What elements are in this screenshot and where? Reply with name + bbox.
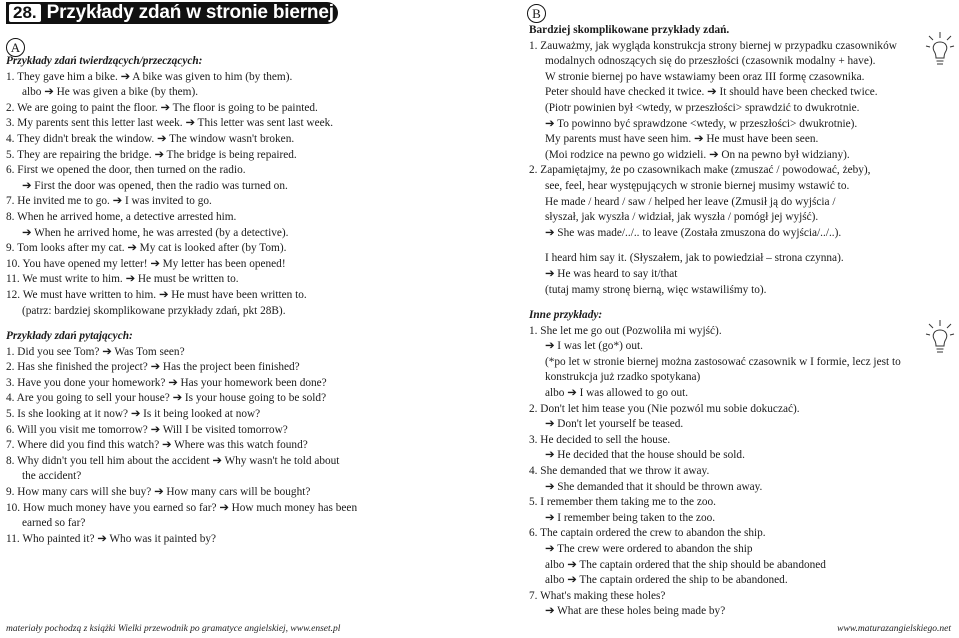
list-item: 10. How much money have you earned so far? ➔ How much money has been [6, 501, 358, 514]
list-item: 1. Did you see Tom? ➔ Was Tom seen? [6, 345, 185, 358]
list-item: 7. Where did you find this watch? ➔ Where was this watch found? [6, 439, 308, 452]
list-item: 3. Have you done your homework? ➔ Has your homework been done? [6, 376, 327, 389]
section-b-badge: B [527, 4, 546, 23]
list-item: ➔ The crew were ordered to abandon the ship [545, 543, 753, 555]
interrogative-heading: Przykłady zdań pytających: [6, 330, 133, 343]
list-item: 7. He invited me to go. ➔ I was invited to go. [6, 195, 212, 208]
list-item: 11. Who painted it? ➔ Who was it painted by? [6, 532, 217, 545]
footer-website: www.maturazangielskiego.net [837, 624, 951, 634]
list-item: albo ➔ The captain ordered that the ship should be abandoned [545, 558, 826, 571]
chapter-title: Przykłady zdań w stronie biernej [46, 2, 334, 23]
list-item: 9. Tom looks after my cat. ➔ My cat is looked after (by Tom). [6, 242, 287, 255]
list-item: modalnych odnoszących się do przeszłości (czasownik modalny + have). [545, 55, 876, 68]
section-b-heading: Bardziej skomplikowane przykłady zdań. [529, 24, 730, 36]
list-item: 2. We are going to paint the floor. ➔ The floor is going to be painted. [6, 101, 318, 114]
list-item: albo ➔ The captain ordered the ship to be abandoned. [545, 574, 788, 587]
other-examples-heading: Inne przykłady: [529, 309, 603, 322]
left-column [6, 54, 357, 547]
list-item: ➔ To powinno być sprawdzone <wtedy, w przeszłości> dwukrotnie). [545, 117, 858, 130]
list-item: albo ➔ I was allowed to go out. [545, 387, 689, 400]
list-item: ➔ I was let (go*) out. [545, 340, 643, 353]
cross-reference: (patrz: bardziej skomplikowane przykłady zdań, pkt 28B). [22, 304, 286, 317]
list-item: He made / heard / saw / helped her leave (Zmusił ją do wyjścia / [545, 195, 836, 208]
list-item: 5. They are repairing the bridge. ➔ The bridge is being repaired. [6, 148, 297, 161]
list-item: 6. The captain ordered the crew to abandon the ship. [529, 527, 766, 540]
list-item: (*po let w stronie biernej można zastosować czasownik w I formie, lecz jest to [545, 355, 901, 368]
list-item: (Moi rodzice na pewno go widzieli. ➔ On na pewno był widziany). [545, 148, 850, 161]
list-item: ➔ He was heard to say it/that [545, 267, 678, 280]
list-item: I heard him say it. (Słyszałem, jak to powiedział – strona czynna). [545, 252, 844, 265]
list-item: 1. Zauważmy, jak wygląda konstrukcja strony biernej w przypadku czasowników [529, 39, 897, 52]
list-item: 9. How many cars will she buy? ➔ How many cars will be bought? [6, 486, 311, 499]
list-item: 2. Zapamiętajmy, że po czasownikach make (zmuszać / powodować, żeby), [529, 164, 871, 177]
list-item: 2. Has she finished the project? ➔ Has the project been finished? [6, 361, 300, 374]
list-item: 3. My parents sent this letter last week. ➔ This letter was sent last week. [6, 117, 334, 130]
list-item: ➔ When he arrived home, he was arrested (by a detective). [22, 226, 289, 239]
list-item: ➔ First the door was opened, then the radio was turned on. [22, 179, 288, 192]
list-item: 1. They gave him a bike. ➔ A bike was given to him (by them). [6, 70, 293, 83]
list-item: 11. We must write to him. ➔ He must be written to. [6, 273, 239, 286]
list-item: 6. First we opened the door, then turned on the radio. [6, 164, 246, 177]
declarative-heading: Przykłady zdań twierdzących/przeczących: [6, 55, 203, 67]
list-item: see, feel, hear występujących w stronie biernej musimy wstawić to. [545, 179, 850, 192]
list-item: ➔ What are these holes being made by? [545, 605, 726, 618]
list-item: ➔ I remember being taken to the zoo. [545, 511, 716, 524]
list-item: ➔ She was made/../.. to leave (Została zmuszona do wyjścia/../..). [545, 226, 842, 239]
list-item: earned so far? [22, 517, 86, 530]
section-a-badge: A [6, 38, 25, 57]
list-item: 6. Will you visit me tomorrow? ➔ Will I be visited tomorrow? [6, 423, 288, 436]
list-item: (Piotr powinien był <wtedy, w przeszłości> sprawdzić to dwukrotnie. [545, 101, 860, 114]
list-item: 4. She demanded that we throw it away. [529, 465, 710, 478]
list-item: 2. Don't let him tease you (Nie pozwól mu sobie dokuczać). [529, 402, 800, 415]
list-item: W stronie biernej po have wstawiamy been oraz III formę czasownika. [545, 70, 865, 83]
list-item: 4. Are you going to sell your house? ➔ Is your house going to be sold? [6, 392, 327, 405]
list-item: 5. Is she looking at it now? ➔ Is it being looked at now? [6, 408, 261, 421]
list-item: 8. When he arrived home, a detective arrested him. [6, 210, 237, 223]
list-item: konstrukcja już rzadko spotykana) [545, 371, 701, 384]
list-item: 10. You have opened my letter! ➔ My letter has been opened! [6, 257, 286, 270]
list-item: ➔ She demanded that it should be thrown away. [545, 480, 763, 493]
footer-source: materiały pochodzą z książki Wielki przewodnik po gramatyce angielskiej, www.enset.pl [6, 624, 341, 634]
list-item: albo ➔ He was given a bike (by them). [22, 86, 199, 99]
list-item: (tutaj mamy stronę bierną, więc wstawiliśmy to). [545, 283, 767, 296]
list-item: 12. We must have written to him. ➔ He must have been written to. [6, 288, 307, 301]
list-item: 7. What's making these holes? [529, 589, 666, 602]
right-column [529, 23, 901, 620]
chapter-number: 28. [9, 4, 41, 22]
list-item: the accident? [22, 470, 82, 483]
list-item: 1. She let me go out (Pozwoliła mi wyjść). [529, 324, 722, 337]
lightbulb-icon [924, 30, 956, 70]
lightbulb-icon [924, 318, 956, 358]
list-item: słyszał, jak wyszła / widział, jak wyszła / pomógł jej wyjść). [545, 211, 819, 224]
chapter-header [6, 2, 338, 24]
list-item: 5. I remember them taking me to the zoo. [529, 496, 716, 509]
list-item: 8. Why didn't you tell him about the accident ➔ Why wasn't he told about [6, 454, 340, 467]
list-item: ➔ Don't let yourself be teased. [545, 418, 684, 431]
list-item: 3. He decided to sell the house. [529, 433, 671, 446]
list-item: 4. They didn't break the window. ➔ The window wasn't broken. [6, 132, 295, 145]
list-item: Peter should have checked it twice. ➔ It should have been checked twice. [545, 86, 878, 99]
list-item: ➔ He decided that the house should be sold. [545, 449, 745, 462]
list-item: My parents must have seen him. ➔ He must have been seen. [545, 133, 819, 146]
